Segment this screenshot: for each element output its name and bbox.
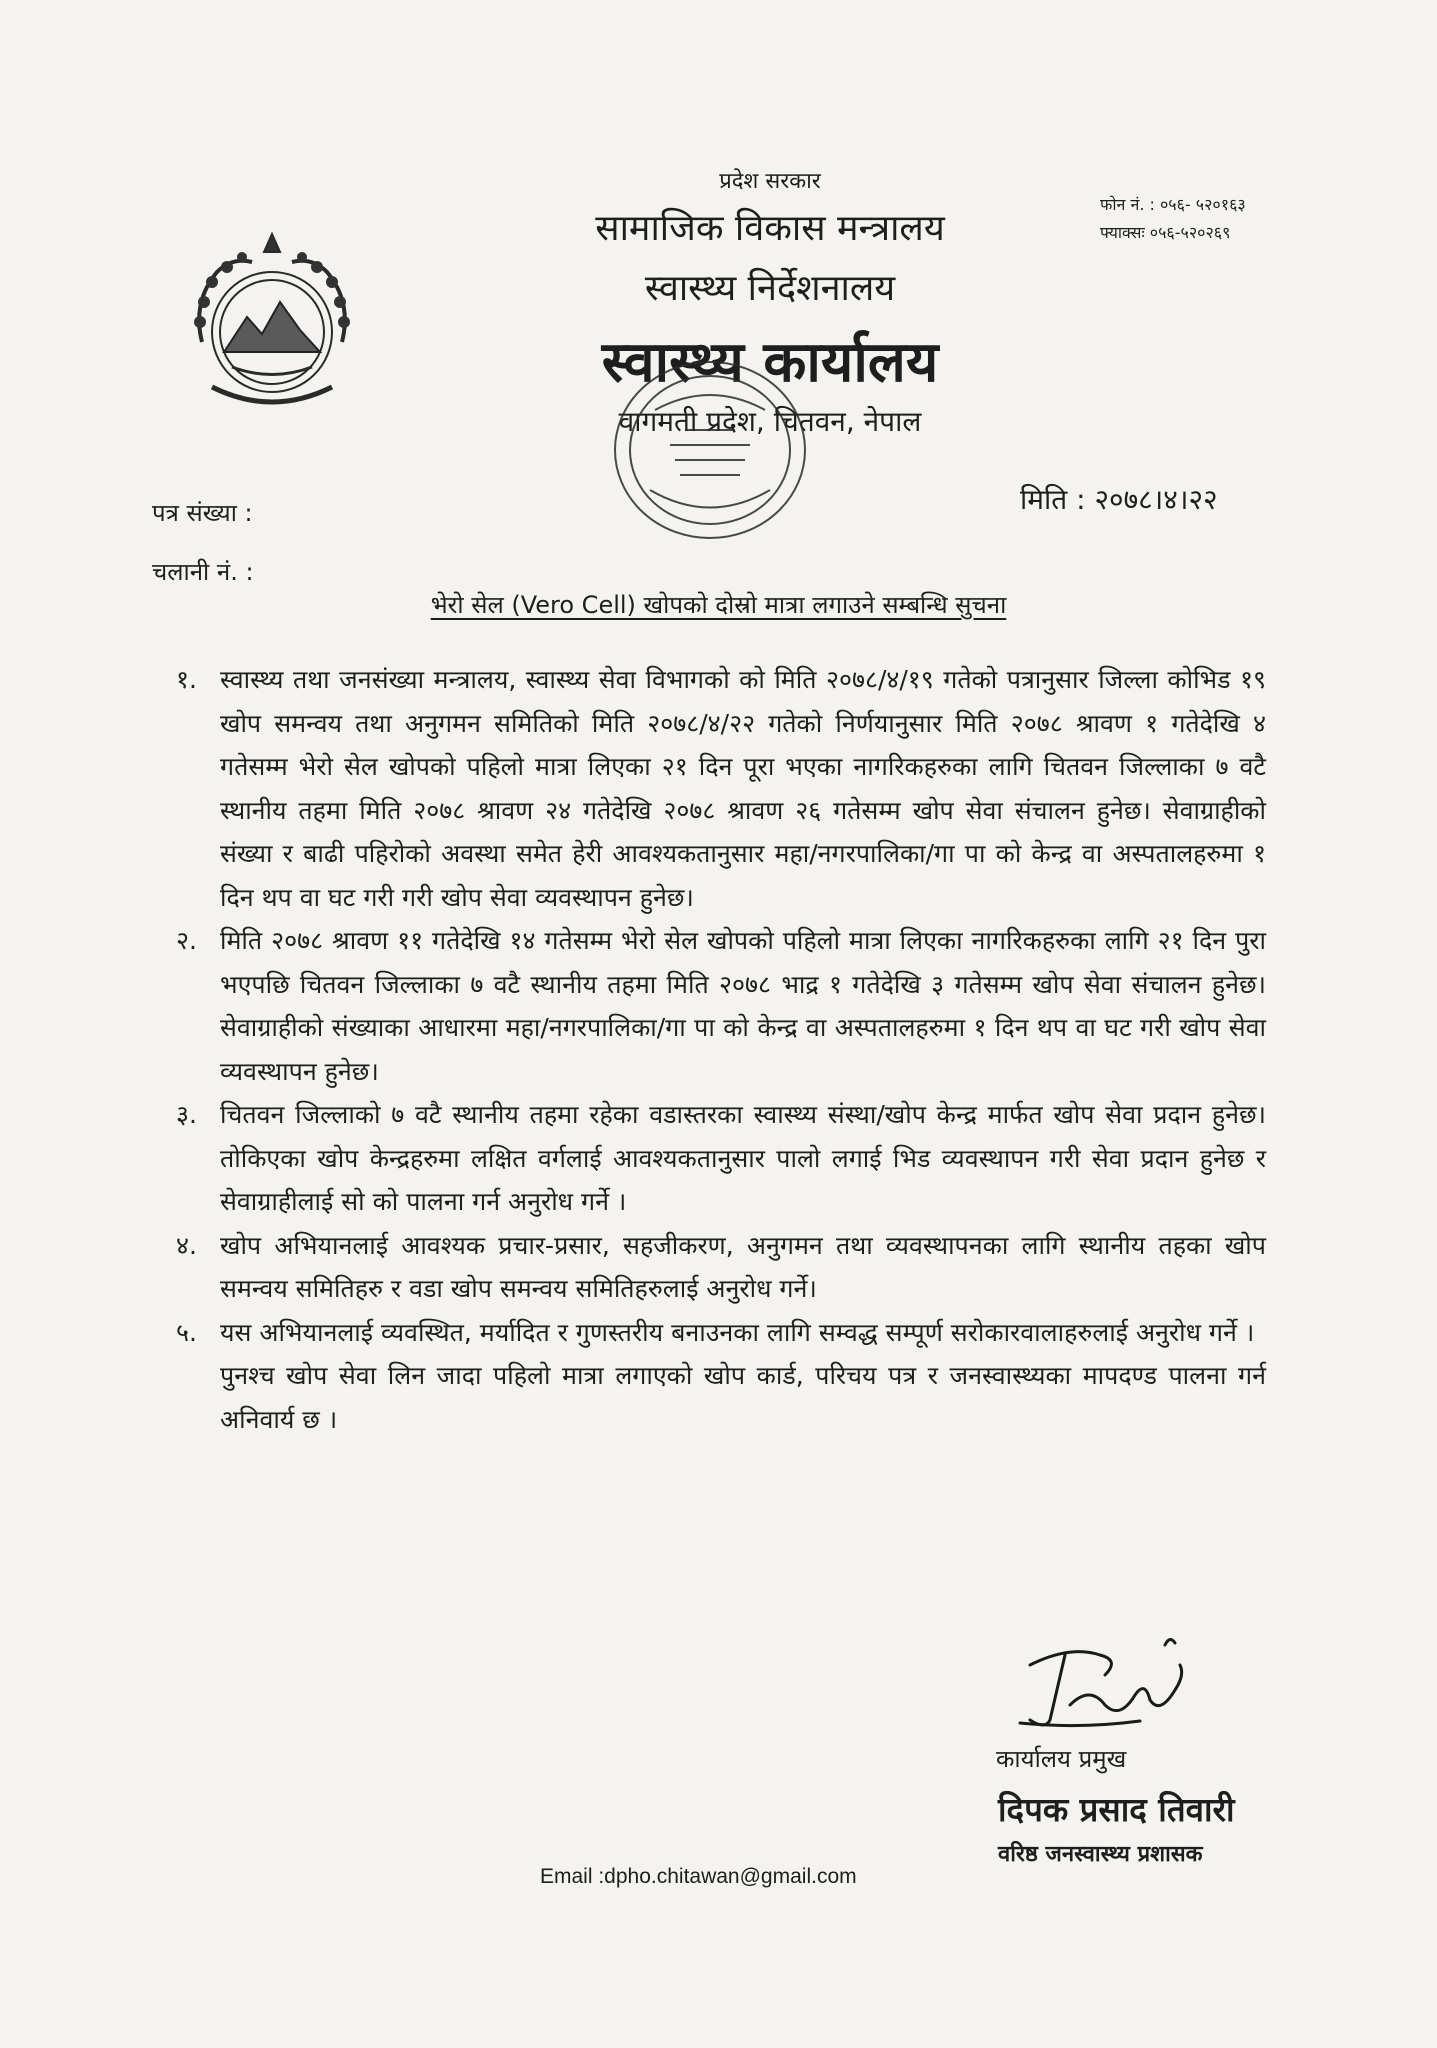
list-item — [176, 919, 1266, 1093]
item-number: १. — [176, 665, 197, 694]
item-number: ४. — [176, 1230, 197, 1260]
list-item — [176, 1311, 1266, 1355]
contact-phone: फोन नं. : ०५६- ५२०१६३ — [1100, 195, 1246, 214]
notice-title: भेरो सेल (Vero Cell) खोपको दोस्रो मात्रा लगाउने सम्बन्धि सुचना — [430, 591, 1007, 619]
list-item — [176, 658, 1266, 919]
letter-reference-number: पत्र संख्या : — [152, 499, 253, 527]
footer-email: Email :dpho.chitawan@gmail.com — [540, 1865, 857, 1888]
signature-icon — [1010, 1625, 1200, 1735]
item-number: ५. — [176, 1317, 197, 1347]
item-number: २. — [176, 926, 197, 955]
item-text: खोप अभियानलाई आवश्यक प्रचार-प्रसार, सहजीकरण, अनुगमन तथा व्यवस्थापनका लागि स्थानीय तहका खोप समन्वय समितिहरु र वडा खोप समन्वय समितिहरुलाई अनुरोध गर्ने। — [220, 1230, 1266, 1303]
signer-title: वरिष्ठ जनस्वास्थ्य प्रशासक — [998, 1842, 1203, 1867]
item-text: यस अभियानलाई व्यवस्थित, मर्यादित र गुणस्तरीय बनाउनका लागि सम्वद्ध सम्पूर्ण सरोकारवालाहरुलाई अनुरोध गर्ने । — [220, 1317, 1255, 1347]
item-number: ३. — [176, 1100, 197, 1129]
header-ministry: सामाजिक विकास मन्त्रालय — [595, 208, 945, 249]
list-item — [176, 1093, 1266, 1224]
header-government: प्रदेश सरकार — [719, 169, 821, 194]
header-address: वागमती प्रदेश, चितवन, नेपाल — [618, 405, 922, 438]
item-text: स्वास्थ्य तथा जनसंख्या मन्त्रालय, स्वास्थ्य सेवा विभागको को मिति २०७८/४/१९ गतेको पत्रानुसार जिल्ला कोभिड १९ खोप समन्वय तथा अनुगमन समितिको मिति २०७८/४/२२ गतेको निर्णयानुसार मिति २०७८ श्रावण १ गतेदेखि ४ गतेसम्म भेरो सेल खोपको पहिलो मात्रा लिएका २१ दिन पूरा भएका नागरिकहरुका लागि चितवन जिल्लाका ७ वटै स्थानीय तहमा मिति २०७८ श्रावण २४ गतेदेखि २०७८ श्रावण २६ गतेसम्म खोप सेवा संचालन हुनेछ। सेवाग्राहीको संख्या र बाढी पहिरोको अवस्था समेत हेरी आवश्यकतानुसार महा/नगरपालिका/गा पा को केन्द्र वा अस्पतालहरुमा १ दिन थप वा घट गरी गरी खोप सेवा व्यवस्थापन हुनेछ। — [220, 665, 1266, 912]
postscript: पुनश्च खोप सेवा लिन जादा पहिलो मात्रा लगाएको खोप कार्ड, परिचय पत्र र जनस्वास्थ्यका मापदण्ड पालना गर्न अनिवार्य छ । — [220, 1361, 1266, 1434]
office-stamp-icon — [600, 350, 820, 550]
item-text: चितवन जिल्लाको ७ वटै स्थानीय तहमा रहेका वडास्तरका स्वास्थ्य संस्था/खोप केन्द्र मार्फत खोप सेवा प्रदान हुनेछ। तोकिएका खोप केन्द्रहरुमा लक्षित वर्गलाई आवश्यकतानुसार पालो लगाई भिड व्यवस्थापन गरी सेवा प्रदान हुनेछ र सेवाग्राहीलाई सो को पालना गर्न अनुरोध गर्ने । — [220, 1100, 1266, 1216]
header-directorate: स्वास्थ्य निर्देशनालय — [644, 268, 896, 309]
dispatch-number: चलानी नं. : — [152, 558, 254, 586]
item-text: मिति २०७८ श्रावण ११ गतेदेखि १४ गतेसम्म भेरो सेल खोपको पहिलो मात्रा लिएका नागरिकहरुका लागि २१ दिन पुरा भएपछि चितवन जिल्लाका ७ वटै स्थानीय तहमा मिति २०७८ भाद्र १ गतेदेखि ३ गतेसम्म खोप सेवा संचालन हुनेछ। सेवाग्राहीको संख्याका आधारमा महा/नगरपालिका/गा पा को केन्द्र वा अस्पतालहरुमा १ दिन थप वा घट गरी खोप सेवा व्यवस्थापन हुनेछ। — [220, 926, 1266, 1086]
notice-body — [176, 658, 1266, 1441]
list-item — [176, 1224, 1266, 1311]
signer-role: कार्यालय प्रमुख — [996, 1745, 1127, 1773]
contact-fax: फ्याक्सः ०५६-५२०२६९ — [1100, 223, 1231, 242]
signer-name: दिपक प्रसाद तिवारी — [998, 1790, 1235, 1829]
header-office-name: स्वास्थ्य कार्यालय — [601, 330, 939, 395]
letter-date: मिति : २०७८।४।२२ — [1020, 483, 1218, 516]
